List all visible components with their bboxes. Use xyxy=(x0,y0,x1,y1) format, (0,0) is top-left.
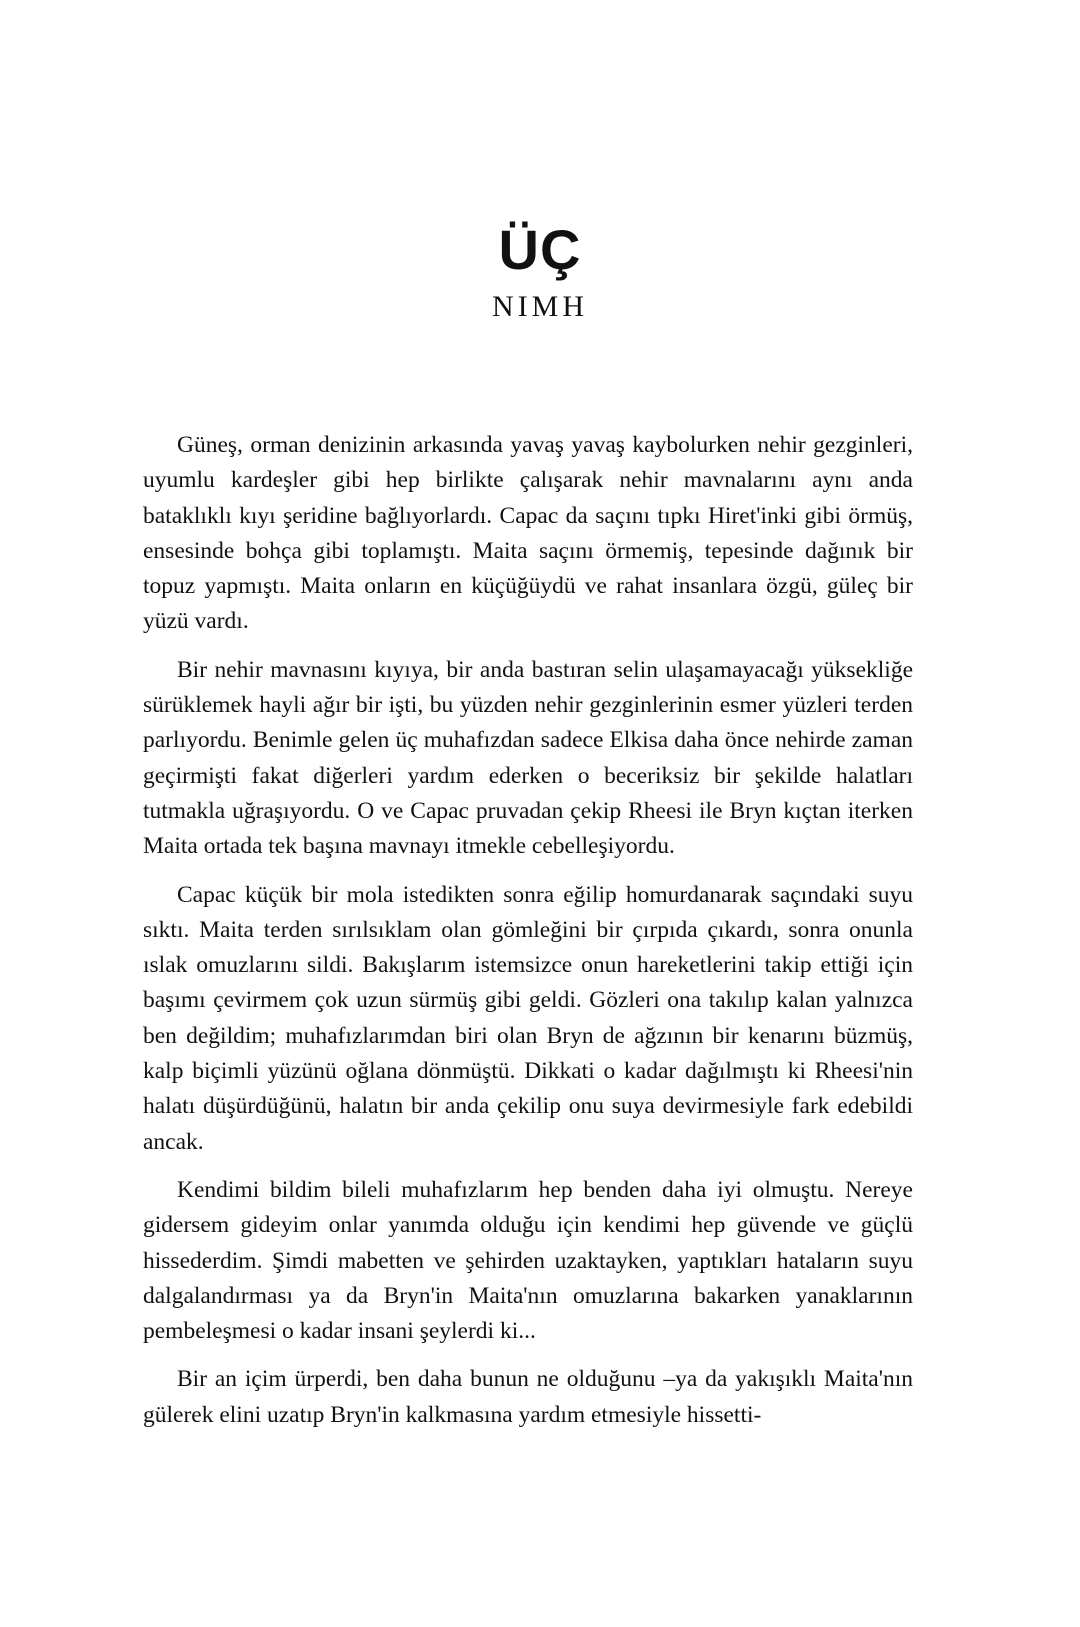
paragraph: Bir nehir mavnasını kıyıya, bir anda bastıran selin ulaşamayacağı yüksekliğe sürüklemek hayli ağır bir işti, bu yüzden nehir gezginlerinin esmer yüzleri terden parlıyordu. Benimle gelen üç muhafızdan sadece Elkisa daha önce nehirde zaman geçirmişti fakat diğerleri yardım ederken o beceriksiz bir şekilde halatları tutmakla uğraşıyordu. O ve Capac pruvadan çekip Rheesi ile Bryn kıçtan iterken Maita ortada tek başına mavnayı itmekle cebelleşiyordu. xyxy=(143,656,913,860)
chapter-title: NIMH xyxy=(492,290,588,323)
paragraph: Capac küçük bir mola istedikten sonra eğilip homurdanarak saçındaki suyu sıktı. Maita terden sırılsıklam olan gömleğini bir çırpıda çıkardı, sonra onunla ıslak omuzlarını sildi. Bakışlarım istemsizce onun hareketlerini takip ettiği için başımı çevirmem çok uzun sürmüş gibi geldi. Gözleri ona takılıp kalan yalnızca ben değildim; muhafızlarımdan biri olan Bryn de ağzının bir kenarını büzmüş, kalp biçimli yüzünü oğlana dönmüştü. Dikkati o kadar dağılmıştı ki Rheesi'nin halatı düşürdüğünü, halatın bir anda çekilip onu suya devirmesiyle fark edebildi ancak. xyxy=(143,881,913,1155)
body-text xyxy=(143,428,913,1446)
paragraph: Kendimi bildim bileli muhafızlarım hep benden daha iyi olmuştu. Nereye gidersem gideyim onlar yanımda olduğu için kendimi hep güvende ve güçlü hissederdim. Şimdi mabetten ve şehirden uzaktayken, yaptıkları hataların suyu dalgalandırması ya da Bryn'in Maita'nın omuzlarına bakarken yanaklarının pembeleşmesi o kadar insani şeylerdi ki... xyxy=(143,1176,913,1345)
chapter-number: ÜÇ xyxy=(498,218,582,281)
paragraph: Bir an içim ürperdi, ben daha bunun ne olduğunu –ya da yakışıklı Maita'nın gülerek elini uzatıp Bryn'in kalkmasına yardım etmesiyle hissetti- xyxy=(143,1366,913,1428)
paragraph: Güneş, orman denizinin arkasında yavaş yavaş kaybolurken nehir gezginleri, uyumlu kardeşler gibi hep birlikte çalışarak nehir mavnalarını aynı anda bataklıklı kıyı şeridine bağlıyorlardı. Capac da saçını tıpkı Hiret'inki gibi örmüş, ensesinde bohça gibi toplamıştı. Maita saçını örmemiş, tepesinde dağınık bir topuz yapmıştı. Maita onların en küçüğüydü ve rahat insanlara özgü, güleç bir yüzü vardı. xyxy=(143,432,913,635)
